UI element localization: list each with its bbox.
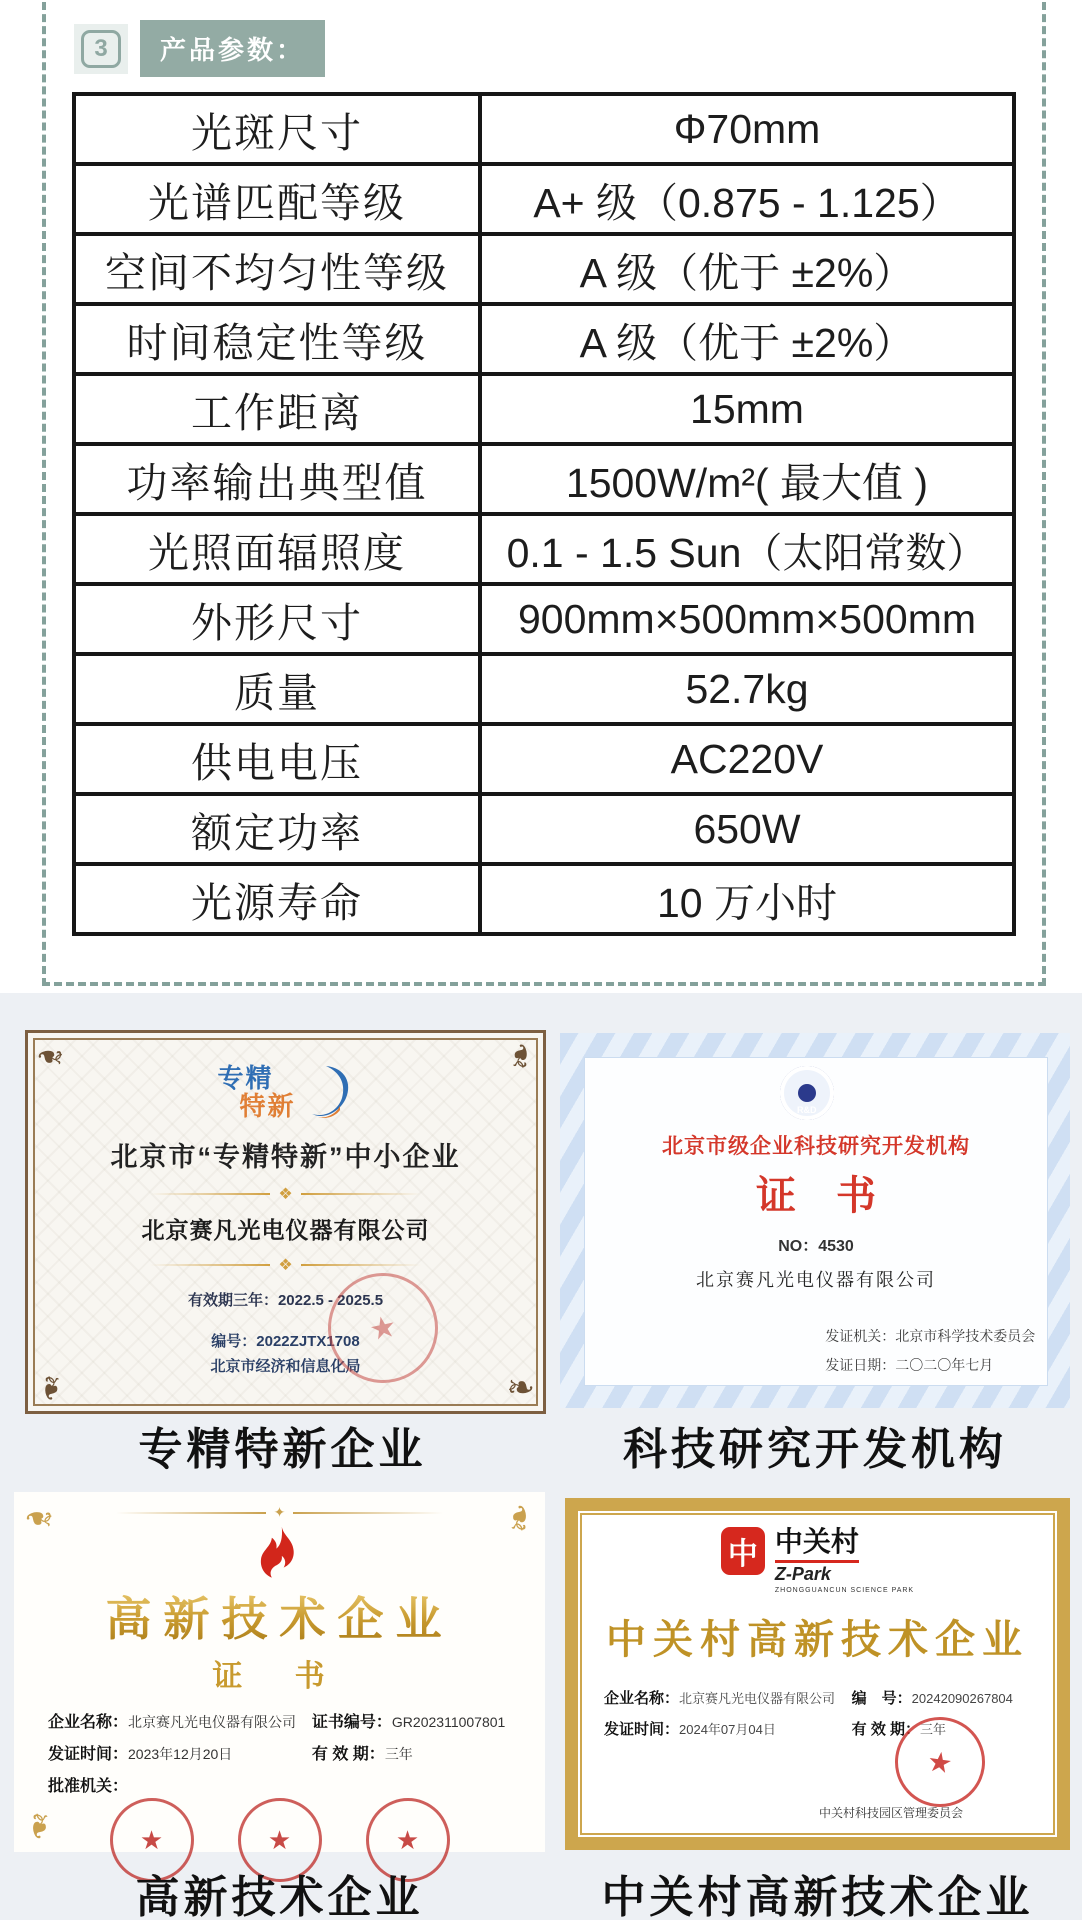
corner-flourish-icon: ❧ — [36, 1037, 65, 1075]
gaoxin-title: 高新技术企业 — [14, 1583, 545, 1649]
table-row — [74, 654, 1014, 724]
date-value: 2023年12月20日 — [128, 1746, 233, 1762]
serial-label: 证书编号： — [311, 1714, 392, 1731]
section-title: 产品参数： — [140, 20, 325, 77]
certificate-zgc — [565, 1498, 1070, 1850]
rnd-company: 北京赛凡光电仪器有限公司 — [696, 1270, 936, 1290]
certificate-zjtx — [25, 1030, 546, 1414]
validity-value: 三年 — [920, 1722, 947, 1738]
certificates-section — [0, 993, 1082, 1920]
zgc-logo-en: Z-Park — [774, 1563, 831, 1584]
flame-logo-icon — [14, 1525, 545, 1583]
zjtx-serial: 编号：2022ZJTX1708 — [211, 1333, 360, 1350]
zjtx-logo-part1: 专精 — [217, 1063, 274, 1093]
validity-label: 有 效 期： — [851, 1721, 920, 1739]
gaoxin-info — [14, 1709, 545, 1796]
red-seal-icon: ★ — [889, 1711, 991, 1813]
zgc-logo-mark-icon: 中 — [721, 1527, 765, 1575]
info-row — [48, 1773, 511, 1796]
red-seal-icon: ★ — [366, 1798, 450, 1882]
zgc-logo-text — [775, 1527, 914, 1594]
table-row — [74, 164, 1014, 234]
date-value: 2024年07月04日 — [679, 1722, 776, 1738]
spec-value: 10 万小时 — [480, 864, 1014, 934]
zgc-logo — [578, 1527, 1057, 1594]
gold-divider-icon: ❖ — [28, 1184, 543, 1204]
section-number-badge — [74, 24, 128, 74]
spec-label: 光斑尺寸 — [74, 94, 480, 164]
validity-label: 有 效 期： — [311, 1746, 385, 1763]
rnd-org-title: 北京市级企业科技研究开发机构 — [662, 1135, 970, 1158]
gold-divider-icon: ✦ — [14, 1504, 545, 1521]
zjtx-logo-part2: 特新 — [239, 1091, 296, 1121]
corner-flourish-icon: ❧ — [24, 1498, 55, 1539]
spec-value: 52.7kg — [480, 654, 1014, 724]
spec-label: 额定功率 — [74, 794, 480, 864]
gaoxin-cert-word: 证 书 — [212, 1660, 347, 1693]
zgc-info — [578, 1687, 1057, 1739]
rnd-badge-icon: R&D — [780, 1066, 834, 1120]
table-row — [74, 304, 1014, 374]
zjtx-issuer: 北京市经济和信息化局 — [210, 1358, 361, 1375]
zgc-seal-org: 中关村科技园区管理委员会 — [818, 1806, 963, 1820]
rnd-date: 发证日期：二〇二〇年七月 — [825, 1357, 994, 1374]
spec-value: Φ70mm — [480, 94, 1014, 164]
red-seal-icon: ★ — [238, 1798, 322, 1882]
table-row — [74, 864, 1014, 934]
approver-label: 批准机关： — [48, 1778, 129, 1795]
zjtx-swoosh-icon — [296, 1062, 354, 1122]
zgc-logo-cn: 中关村 — [775, 1527, 859, 1563]
rnd-number: NO：4530 — [778, 1238, 854, 1255]
rnd-issue-block — [825, 1322, 1047, 1381]
red-seal-icon: ★ — [318, 1263, 448, 1393]
caption-gaoxin: 高新技术企业 — [135, 1873, 424, 1920]
spec-label: 空间不均匀性等级 — [74, 234, 480, 304]
spec-value: 650W — [480, 794, 1014, 864]
info-row — [604, 1687, 1031, 1708]
rnd-paper — [584, 1057, 1048, 1386]
spec-value: 1500W/m²( 最大值 ) — [480, 444, 1014, 514]
zjtx-logo-icon — [28, 1059, 543, 1125]
rnd-issuer: 发证机关：北京市科学技术委员会 — [825, 1328, 1036, 1344]
spec-value: 0.1 - 1.5 Sun（太阳常数） — [480, 514, 1014, 584]
spec-label: 时间稳定性等级 — [74, 304, 480, 374]
caption-zgc: 中关村高新技术企业 — [601, 1873, 1034, 1920]
zjtx-company: 北京赛凡光电仪器有限公司 — [141, 1217, 430, 1243]
red-seal-icon: ★ — [110, 1798, 194, 1882]
info-row — [48, 1741, 511, 1764]
validity-value: 三年 — [384, 1746, 413, 1762]
corner-flourish-icon: ❧ — [498, 1502, 540, 1534]
spec-table — [72, 92, 1016, 936]
info-row — [48, 1709, 511, 1732]
company-label: 企业名称： — [48, 1714, 129, 1731]
corner-flourish-icon: ❧ — [31, 1373, 70, 1403]
spec-label: 外形尺寸 — [74, 584, 480, 654]
caption-rnd: 科技研究开发机构 — [623, 1425, 1007, 1474]
corner-flourish-icon: ❧ — [19, 1810, 61, 1842]
spec-value: A+ 级（0.875 - 1.125） — [480, 164, 1014, 234]
spec-value: AC220V — [480, 724, 1014, 794]
zgc-logo-sub: ZHONGGUANCUN SCIENCE PARK — [774, 1586, 915, 1594]
table-row — [74, 234, 1014, 304]
zjtx-logo-text — [217, 1065, 295, 1119]
zjtx-validity: 有效期三年：2022.5 - 2025.5 — [187, 1292, 384, 1309]
gold-divider-icon: ❖ — [28, 1255, 543, 1275]
certificate-gaoxin — [14, 1492, 545, 1855]
certificate-rnd — [560, 1033, 1070, 1408]
table-row — [74, 514, 1014, 584]
spec-label: 光源寿命 — [74, 864, 480, 934]
section-header — [74, 20, 325, 77]
zgc-title: 中关村高新技术企业 — [606, 1618, 1029, 1663]
table-row — [74, 724, 1014, 794]
zjtx-title: 北京市“专精特新”中小企业 — [110, 1142, 461, 1172]
caption-zjtx: 专精特新企业 — [138, 1425, 427, 1474]
serial-value: 20242090267804 — [911, 1691, 1013, 1707]
spec-label: 质量 — [74, 654, 480, 724]
company-value: 北京赛凡光电仪器有限公司 — [679, 1691, 836, 1707]
serial-value: GR202311007801 — [391, 1714, 506, 1730]
date-label: 发证时间： — [604, 1721, 680, 1739]
table-row — [74, 584, 1014, 654]
date-label: 发证时间： — [48, 1746, 129, 1763]
spec-value: A 级（优于 ±2%） — [480, 234, 1014, 304]
spec-label: 光谱匹配等级 — [74, 164, 480, 234]
corner-flourish-icon: ❧ — [506, 1369, 535, 1407]
section-number: 3 — [81, 30, 121, 68]
table-row — [74, 444, 1014, 514]
spec-label: 供电电压 — [74, 724, 480, 794]
spec-value: 15mm — [480, 374, 1014, 444]
table-row — [74, 94, 1014, 164]
spec-label: 功率输出典型值 — [74, 444, 480, 514]
corner-flourish-icon: ❧ — [501, 1041, 540, 1071]
company-label: 企业名称： — [604, 1690, 680, 1708]
table-row — [74, 374, 1014, 444]
spec-value: 900mm×500mm×500mm — [480, 584, 1014, 654]
spec-label: 工作距离 — [74, 374, 480, 444]
spec-value: A 级（优于 ±2%） — [480, 304, 1014, 374]
spec-label: 光照面辐照度 — [74, 514, 480, 584]
serial-label: 编 号： — [851, 1690, 912, 1708]
company-value: 北京赛凡光电仪器有限公司 — [128, 1714, 297, 1730]
rnd-cert-word: 证 书 — [756, 1174, 876, 1218]
table-row — [74, 794, 1014, 864]
